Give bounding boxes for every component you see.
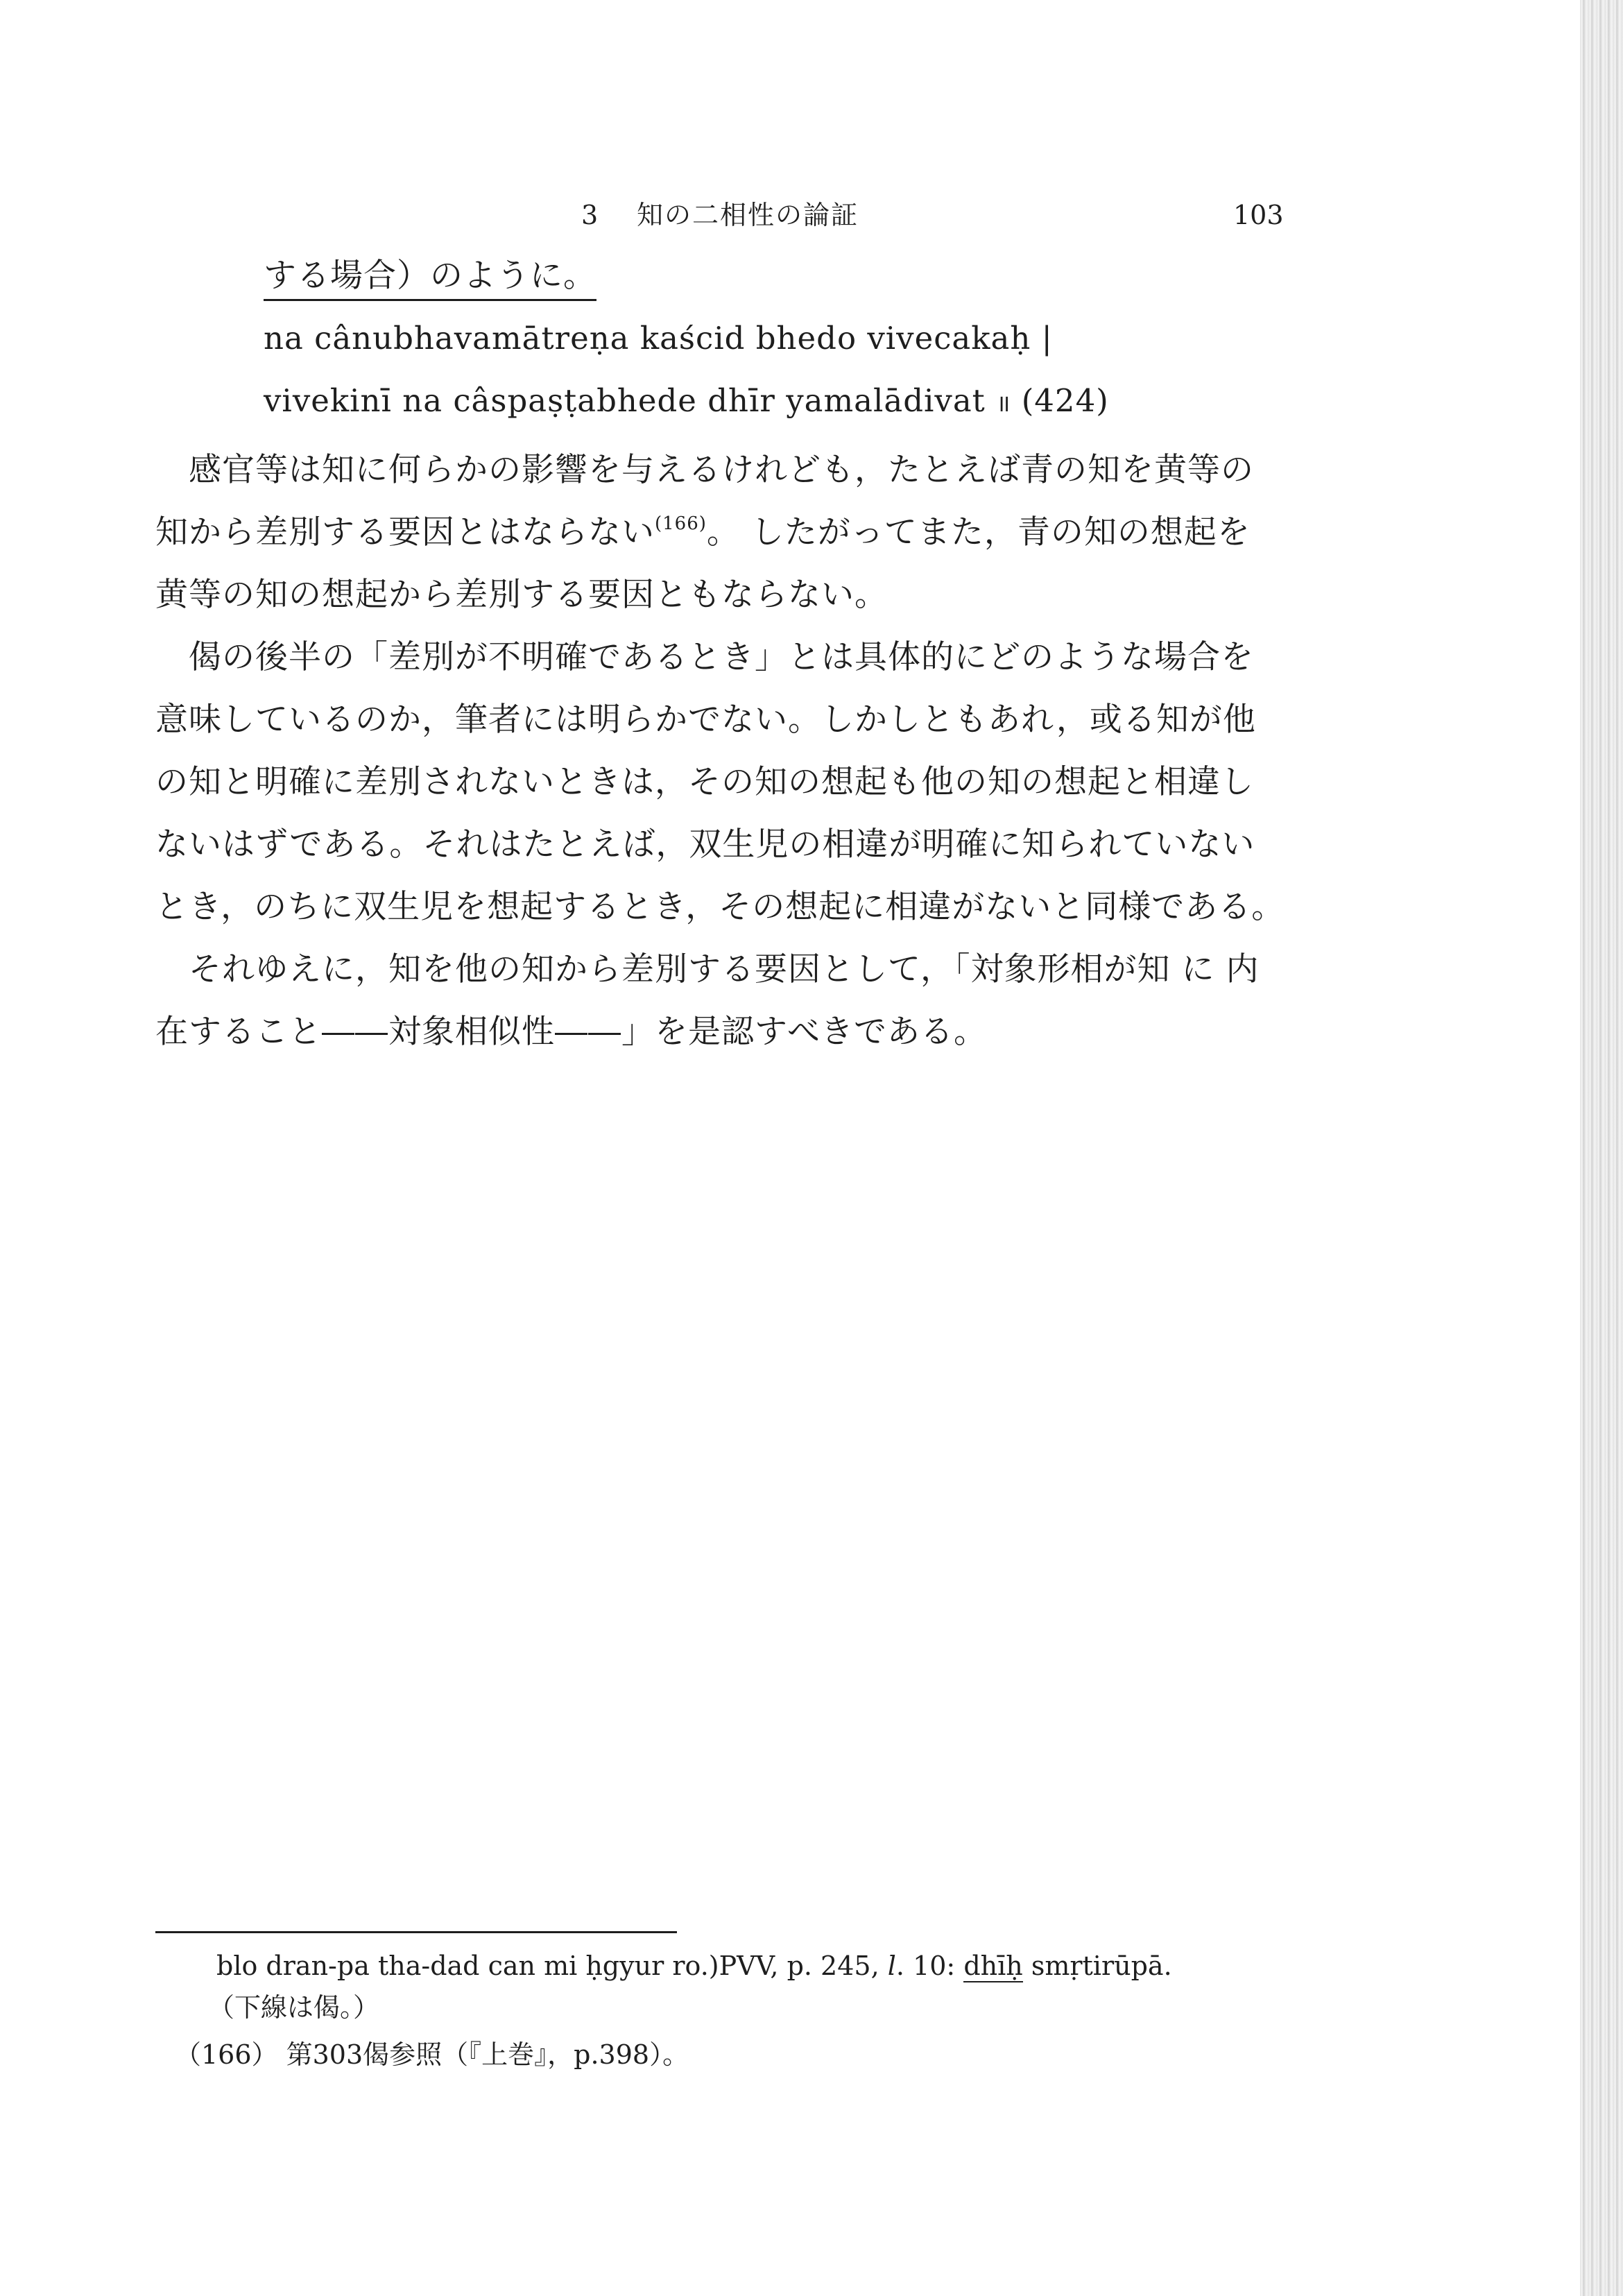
footnote-rule: [155, 1931, 677, 1933]
running-header: [0, 194, 1623, 236]
paragraph-1-line-1: 感官等は知に何らかの影響を与えるけれども，たとえば青の知を黄等の: [189, 451, 1254, 489]
scan-page-edge: [1580, 0, 1623, 2296]
paragraph-1-text-b: 。 したがってまた，青の知の想起を: [706, 513, 1251, 551]
footnote-l-italic: l: [887, 1951, 896, 1981]
paragraph-2-line-1: 偈の後半の「差別が不明確であるとき」とは具体的にどのような場合を: [189, 638, 1254, 676]
footnote-line-2: （下線は偈。）: [208, 1992, 380, 2023]
chapter-title: 知の二相性の論証: [637, 200, 859, 230]
note-ref-166: (166): [655, 513, 707, 534]
paragraph-3-line-2: 在すること――対象相似性――」を是認すべきである。: [155, 1013, 988, 1051]
verse-line-1: na cânubhavamātreṇa kaścid bhedo vivecakaḥ |: [264, 320, 1053, 357]
paragraph-1-line-3: 黄等の知の想起から差別する要因ともならない。: [155, 576, 888, 614]
footnote-text-a: blo dran-pa tha-dad can mi ḥgyur ro.)PVV, p. 245,: [216, 1951, 888, 1981]
paragraph-2-line-3: の知と明確に差別されないときは，その知の想起も他の知の想起と相違し: [155, 763, 1254, 801]
footnote-underlined-term: dhīḥ: [963, 1951, 1023, 1981]
underlined-text: する場合）のように。: [264, 257, 596, 301]
paragraph-2-line-4: ないはずである。それはたとえば，双生児の相違が明確に知られていない: [155, 825, 1255, 864]
verse-text: vivekinī na câspaṣṭabhede dhīr yamalādivat: [264, 382, 986, 419]
footnote-text-b: . 10:: [895, 1951, 964, 1981]
verse-line-2: [264, 380, 1109, 425]
footnote-166: （166） 第303偈参照（『上巻』，p.398）。: [175, 2039, 689, 2070]
verse-number: (424): [1021, 382, 1109, 419]
verse-mark: ॥: [996, 390, 1011, 418]
paragraph-2-line-5: とき，のちに双生児を想起するとき，その想起に相違がないと同様である。: [155, 888, 1285, 926]
paragraph-2-line-2: 意味しているのか，筆者には明らかでない。しかしともあれ，或る知が他: [155, 701, 1256, 739]
continued-line: [264, 255, 596, 297]
chapter-number: 3: [581, 200, 599, 230]
paragraph-1-line-2: [155, 512, 1251, 554]
paragraph-3-line-1: それゆえに，知を他の知から差別する要因として，「対象形相が知 に 内: [189, 950, 1260, 988]
footnote-line-1: [216, 1948, 1172, 1984]
paragraph-1-text-a: 知から差別する要因とはならない: [155, 513, 655, 551]
footnote-text-c: smṛtirūpā.: [1022, 1951, 1172, 1981]
page-number: 103: [1233, 200, 1284, 230]
